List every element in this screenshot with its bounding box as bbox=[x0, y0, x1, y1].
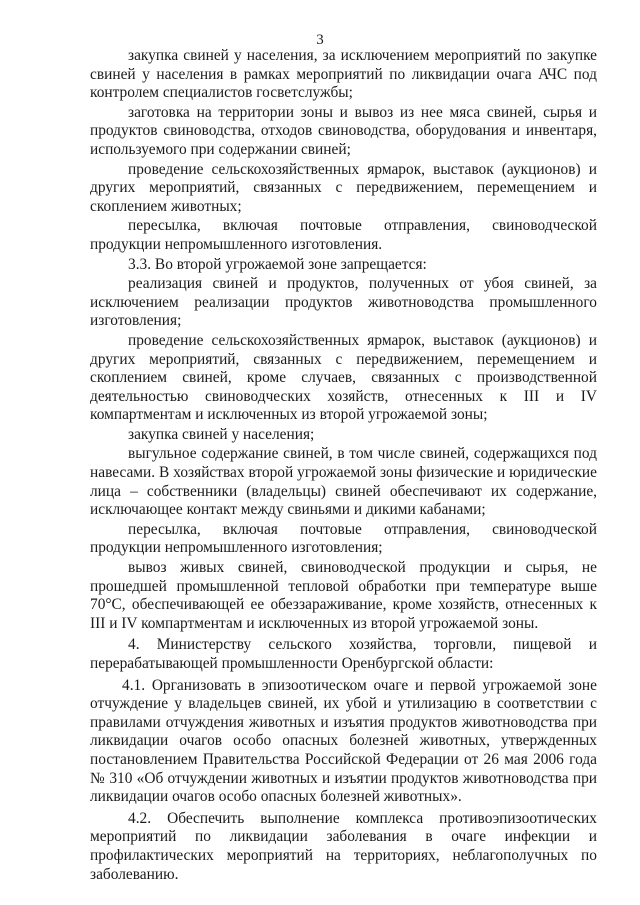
section-4-1-paragraph: 4.1. Организовать в эпизоотическом очаге и первой угрожаемой зоне отчуждение у владельцев свиней, их убой и утилизацию в соответствии с правилами отчуждения животных и изъятия продуктов животноводства при ликвидации очагов особо опасных болезней животных, утвержденных постановлением Правительства Российской Федерации от 26 мая 2006 года № 310 «Об отчуждении животных и изъятии продуктов животноводства при ликвидации очагов особо опасных болезней животных». bbox=[90, 676, 597, 806]
document-body bbox=[90, 47, 597, 884]
paragraph-sale-pigs: реализация свиней и продуктов, полученных от убоя свиней, за исключением реализации продуктов животноводства промышленного изготовления; bbox=[90, 275, 597, 330]
section-3-3-heading: 3.3. Во второй угрожаемой зоне запрещается: bbox=[128, 255, 427, 273]
paragraph-fairs-first-zone: проведение сельскохозяйственных ярмарок, выставок (аукционов) и других мероприятий, связанных с передвижением, перемещением и скоплением животных; bbox=[90, 160, 597, 215]
paragraph-fairs-second-zone: проведение сельскохозяйственных ярмарок, выставок (аукционов) и других мероприятий, связанных с передвижением, перемещением и скоплением свиней, кроме случаев, связанных с производственной деятельностью свиноводческих хозяйств, отнесенных к III и IV компартментам и исключенных из второй угрожаемой зоны; bbox=[90, 331, 597, 424]
paragraph-purchase-pigs-first-zone: закупка свиней у населения, за исключением мероприятий по закупке свиней у населения в рамках мероприятий по ликвидации очага АЧС под контролем специалистов госветслужбы; bbox=[90, 47, 597, 102]
paragraph-procurement-export: заготовка на территории зоны и вывоз из нее мяса свиней, сырья и продуктов свиноводства, отходов свиноводства, оборудования и инвентаря, используемого при содержании свиней; bbox=[90, 103, 597, 158]
paragraph-export-live-pigs: вывоз живых свиней, свиноводческой продукции и сырья, не прошедшей промышленной тепловой обработки при температуре выше 70°С, обеспечивающей ее обеззараживание, кроме хозяйств, отнесенных к III и IV компартментам и исключенных из второй угрожаемой зоны. bbox=[90, 559, 597, 632]
section-4-heading: 4. Министерству сельского хозяйства, торговли, пищевой и перерабатывающей промышленности Оренбургской области: bbox=[90, 636, 597, 672]
paragraph-mailing-first-zone: пересылка, включая почтовые отправления, свиноводческой продукции непромышленного изготовления. bbox=[90, 217, 597, 253]
page-number: 3 bbox=[316, 32, 324, 48]
paragraph-mailing-second-zone: пересылка, включая почтовые отправления, свиноводческой продукции непромышленного изготовления; bbox=[90, 520, 597, 557]
section-4-2-paragraph: 4.2. Обеспечить выполнение комплекса противоэпизоотических мероприятий по ликвидации заболевания в очаге инфекции и профилактических мероприятий на территориях, неблагополучных по заболеванию. bbox=[90, 809, 597, 883]
paragraph-free-range-keeping: выгульное содержание свиней, в том числе свиней, содержащихся под навесами. В хозяйствах второй угрожаемой зоны физические и юридические лица – собственники (владельцы) свиней обеспечивают их содержание, исключающее контакт между свиньями и дикими кабанами; bbox=[90, 445, 597, 519]
paragraph-purchase-pigs-second-zone: закупка свиней у населения; bbox=[128, 425, 315, 443]
